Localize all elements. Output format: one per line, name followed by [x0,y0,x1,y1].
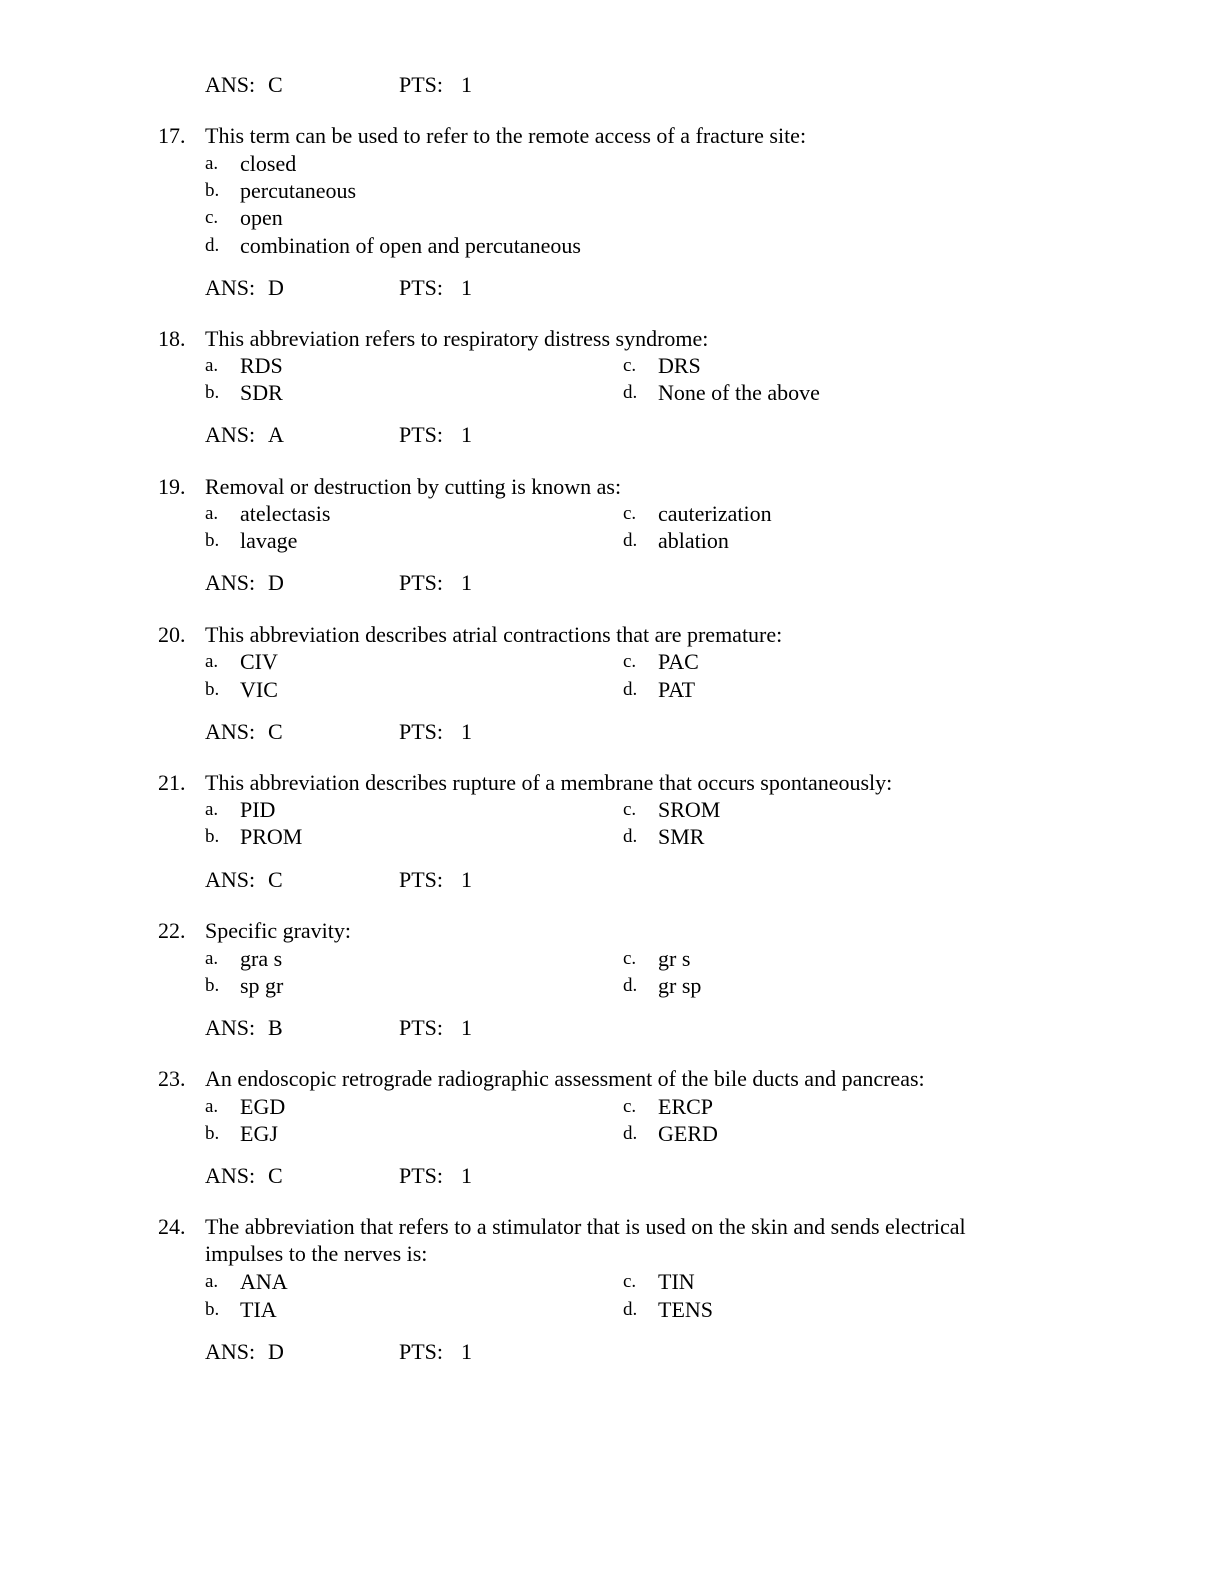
choice-c [623,945,1023,972]
choice-text: EGD [240,1094,286,1119]
choice-letter: b. [205,679,220,700]
pts-value: 1 [461,1163,472,1188]
choice-text: GERD [658,1121,718,1146]
answer-line [205,1014,605,1041]
choice-b [205,972,605,999]
choice-letter: d. [623,975,638,996]
ans-label: ANS: [205,570,256,595]
choice-letter: a. [205,1096,219,1117]
ans-value: C [268,719,283,744]
choice-letter: b. [205,826,220,847]
choice-d [623,1296,1023,1323]
choice-c [623,352,1023,379]
ans-value: C [268,867,283,892]
choice-text: PID [240,797,276,822]
choice-text: TIN [658,1269,695,1294]
pts-value: 1 [461,422,472,447]
question-stem: Specific gravity: [205,918,352,943]
choice-c [623,500,1023,527]
ans-label: ANS: [205,72,256,97]
answer-line [205,1162,605,1189]
choice-text: TIA [240,1297,277,1322]
ans-value: C [268,1163,283,1188]
choice-d [623,823,1023,850]
question-stem: An endoscopic retrograde radiographic assessment of the bile ducts and pancreas: [205,1066,925,1091]
choice-b [205,379,605,406]
ans-value: D [268,570,284,595]
choice-text: atelectasis [240,501,331,526]
choice-text: RDS [240,353,283,378]
choice-d [623,527,1023,554]
ans-label: ANS: [205,1163,256,1188]
choice-letter: a. [205,153,219,174]
question-stem-line-2: impulses to the nerves is: [205,1241,428,1266]
question-number: 20. [158,622,186,647]
choice-c [623,648,1023,675]
ans-label: ANS: [205,719,256,744]
answer-line [205,1338,605,1365]
pts-label: PTS: [399,422,444,447]
answer-line [205,421,605,448]
choice-b [205,177,605,204]
choice-d [623,972,1023,999]
choice-a [205,352,605,379]
choice-letter: c. [623,355,637,376]
choice-c [623,1268,1023,1295]
choice-text: PAT [658,677,696,702]
question-number: 24. [158,1214,186,1239]
pts-label: PTS: [399,1339,444,1364]
choice-letter: a. [205,799,219,820]
choice-letter: c. [623,503,637,524]
pts-label: PTS: [399,275,444,300]
choice-letter: b. [205,975,220,996]
choice-text: cauterization [658,501,772,526]
ans-value: A [268,422,284,447]
choice-c [623,1093,1023,1120]
choice-text: SDR [240,380,283,405]
question-number: 17. [158,123,186,148]
ans-label: ANS: [205,1339,256,1364]
choice-text: percutaneous [240,178,357,203]
ans-value: C [268,72,283,97]
choice-text: closed [240,151,297,176]
choice-letter: c. [623,651,637,672]
choice-letter: b. [205,1123,220,1144]
question-stem: This term can be used to refer to the remote access of a fracture site: [205,123,807,148]
choice-letter: c. [205,207,219,228]
pts-label: PTS: [399,1163,444,1188]
choice-a [205,150,605,177]
choice-text: ablation [658,528,729,553]
choice-text: lavage [240,528,298,553]
choice-letter: d. [623,530,638,551]
ans-value: D [268,1339,284,1364]
pts-label: PTS: [399,72,444,97]
answer-line [205,71,605,98]
choice-letter: b. [205,180,220,201]
choice-letter: d. [623,679,638,700]
choice-a [205,945,605,972]
question-number: 18. [158,326,186,351]
choice-letter: a. [205,503,219,524]
ans-label: ANS: [205,275,256,300]
choice-letter: d. [623,1299,638,1320]
choice-d [623,676,1023,703]
choice-text: CIV [240,649,278,674]
question-stem: This abbreviation describes rupture of a membrane that occurs spontaneously: [205,770,893,795]
choice-a [205,1268,605,1295]
choice-text: gr sp [658,973,702,998]
choice-a [205,500,605,527]
pts-label: PTS: [399,570,444,595]
choice-text: SROM [658,797,721,822]
question-stem-line-1: The abbreviation that refers to a stimulator that is used on the skin and sends electrical [205,1214,966,1239]
ans-label: ANS: [205,1015,256,1040]
pts-value: 1 [461,867,472,892]
choice-text: gra s [240,946,283,971]
choice-text: gr s [658,946,691,971]
choice-letter: a. [205,948,219,969]
choice-text: combination of open and percutaneous [240,233,581,258]
pts-label: PTS: [399,719,444,744]
answer-line [205,718,605,745]
pts-value: 1 [461,570,472,595]
pts-value: 1 [461,72,472,97]
choice-b [205,527,605,554]
ans-value: B [268,1015,283,1040]
pts-value: 1 [461,719,472,744]
choice-letter: a. [205,355,219,376]
ans-label: ANS: [205,867,256,892]
ans-label: ANS: [205,422,256,447]
answer-line [205,569,605,596]
choice-c [623,796,1023,823]
choice-b [205,676,605,703]
choice-letter: d. [623,1123,638,1144]
choice-text: DRS [658,353,701,378]
choice-d [623,1120,1023,1147]
pts-value: 1 [461,1339,472,1364]
choice-text: PAC [658,649,699,674]
question-number: 21. [158,770,186,795]
choice-letter: b. [205,530,220,551]
question-stem: This abbreviation refers to respiratory distress syndrome: [205,326,709,351]
question-number: 19. [158,474,186,499]
choice-letter: c. [623,948,637,969]
choice-letter: a. [205,1271,219,1292]
pts-value: 1 [461,1015,472,1040]
choice-a [205,648,605,675]
choice-text: EGJ [240,1121,278,1146]
choice-text: PROM [240,824,303,849]
choice-b [205,1120,605,1147]
choice-text: VIC [240,677,278,702]
choice-text: None of the above [658,380,820,405]
choice-text: SMR [658,824,705,849]
choice-text: open [240,205,283,230]
choice-a [205,1093,605,1120]
choice-text: ERCP [658,1094,714,1119]
choice-d [205,232,605,259]
choice-b [205,823,605,850]
choice-text: TENS [658,1297,713,1322]
choice-letter: d. [623,826,638,847]
choice-letter: c. [623,799,637,820]
question-number: 23. [158,1066,186,1091]
ans-value: D [268,275,284,300]
choice-text: sp gr [240,973,284,998]
choice-letter: d. [205,235,220,256]
choice-letter: b. [205,382,220,403]
choice-text: ANA [240,1269,288,1294]
question-stem: This abbreviation describes atrial contractions that are premature: [205,622,783,647]
question-number: 22. [158,918,186,943]
choice-letter: c. [623,1096,637,1117]
choice-letter: d. [623,382,638,403]
answer-line [205,274,605,301]
choice-a [205,796,605,823]
choice-b [205,1296,605,1323]
pts-value: 1 [461,275,472,300]
pts-label: PTS: [399,867,444,892]
choice-c [205,204,605,231]
question-stem: Removal or destruction by cutting is known as: [205,474,622,499]
choice-letter: b. [205,1299,220,1320]
choice-d [623,379,1023,406]
pts-label: PTS: [399,1015,444,1040]
choice-letter: a. [205,651,219,672]
choice-letter: c. [623,1271,637,1292]
answer-line [205,866,605,893]
